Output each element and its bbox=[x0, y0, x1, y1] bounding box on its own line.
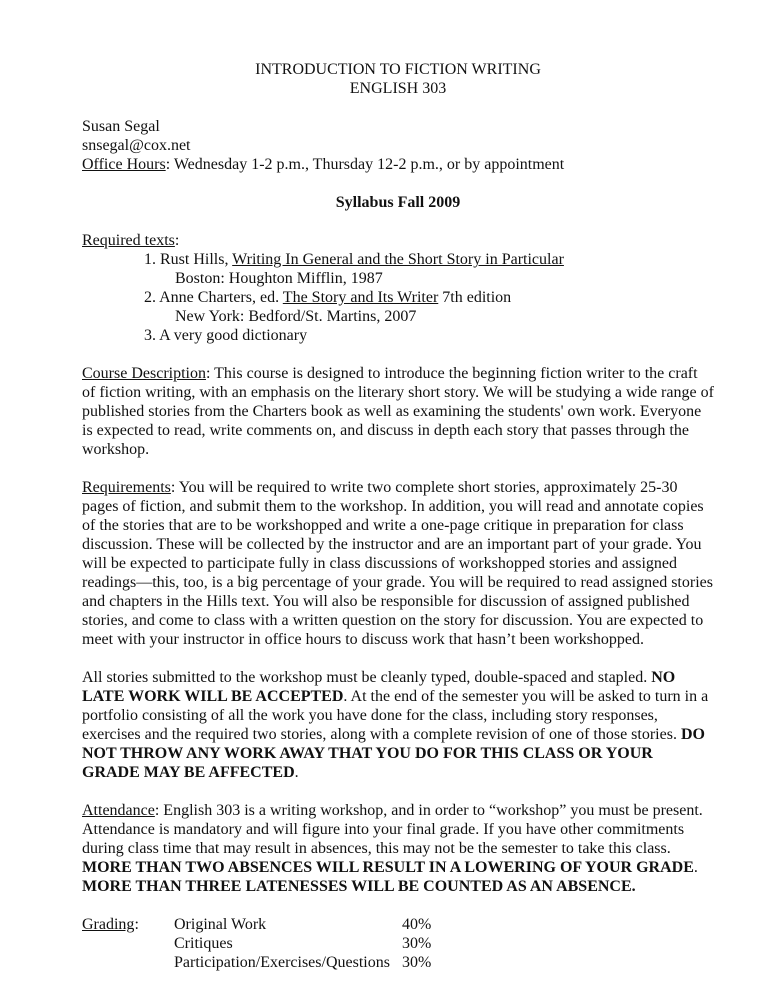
office-hours-label: Office Hours bbox=[82, 156, 166, 173]
grading-items bbox=[174, 915, 390, 972]
text-2-author: 2. Anne Charters, ed. bbox=[144, 289, 283, 306]
grading-values bbox=[402, 915, 431, 972]
text-2-publisher: New York: Bedford/St. Martins, 2007 bbox=[175, 308, 417, 325]
submission-text-1: All stories submitted to the workshop must be cleanly typed, double-spaced and stapled. bbox=[82, 669, 652, 686]
instructor-name: Susan Segal bbox=[82, 118, 160, 135]
required-texts-label: Required texts bbox=[82, 232, 175, 249]
attendance-label: Attendance bbox=[82, 802, 155, 819]
grading-value: 40% bbox=[402, 916, 432, 933]
course-description-text: : This course is designed to introduce the beginning fiction writer to the craft of fiction writing, with an emphasis on the literary short story. We will be studying a wide range of published stories from the Charters book as well as examining the students' own work. Everyone is expected to read, write comments on, and discuss in depth each story that passes through the workshop. bbox=[82, 365, 714, 458]
grading-item: Original Work bbox=[174, 916, 267, 933]
grading-label: Grading bbox=[82, 916, 135, 933]
late-work-warning: NO LATE WORK WILL BE ACCEPTED bbox=[82, 669, 676, 705]
course-description-label: Course Description bbox=[82, 365, 206, 382]
grading-heading bbox=[82, 915, 174, 972]
grading-item: Critiques bbox=[174, 935, 233, 952]
keep-work-warning: DO NOT THROW ANY WORK AWAY THAT YOU DO FOR THIS CLASS OR YOUR GRADE MAY BE AFFECTED bbox=[82, 726, 705, 781]
attendance-policy bbox=[82, 801, 714, 896]
requirements-text: : You will be required to write two complete short stories, approximately 25-30 pages of fiction, and submit them to the workshop. In addition, you will read and annotate copies of the stories that are to be workshopped and write a one-page critique in preparation for class discussion. These will be collected by the instructor and are an important part of your grade. You will be expected to participate fully in class discussions of workshopped stories and assigned readings—this, too, is a big percentage of your grade. You will be required to read assigned stories and chapters in the Hills text. You will also be responsible for discussion of assigned published stories, and come to class with a written question on the story for discussion. You are expected to meet with your instructor in office hours to discuss work that hasn’t been workshopped. bbox=[82, 479, 713, 648]
lateness-warning: MORE THAN THREE LATENESSES WILL BE COUNTED AS AN ABSENCE. bbox=[82, 878, 636, 895]
requirements bbox=[82, 478, 714, 649]
office-hours-text: : Wednesday 1-2 p.m., Thursday 12-2 p.m., or by appointment bbox=[165, 156, 565, 173]
course-title: INTRODUCTION TO FICTION WRITING bbox=[255, 61, 541, 78]
text-1-publisher: Boston: Houghton Mifflin, 1987 bbox=[175, 270, 383, 287]
submission-end: . bbox=[294, 764, 299, 781]
requirements-label: Requirements bbox=[82, 479, 171, 496]
text-3: 3. A very good dictionary bbox=[144, 327, 308, 344]
absence-warning: MORE THAN TWO ABSENCES WILL RESULT IN A LOWERING OF YOUR GRADE bbox=[82, 859, 694, 876]
text-2-title: The Story and Its Writer bbox=[282, 289, 439, 306]
grading-value: 30% bbox=[402, 935, 432, 952]
grading-item: Participation/Exercises/Questions bbox=[174, 954, 390, 971]
required-texts-heading bbox=[82, 231, 714, 250]
attendance-mid: . bbox=[693, 859, 698, 876]
text-1-author: 1. Rust Hills, bbox=[144, 251, 233, 268]
text-1-title: Writing In General and the Short Story in Particular bbox=[232, 251, 564, 268]
office-hours bbox=[82, 155, 714, 174]
grading-value: 30% bbox=[402, 954, 432, 971]
syllabus-page bbox=[82, 60, 714, 972]
text-2-edition: 7th edition bbox=[438, 289, 512, 306]
instructor-email: snsegal@cox.net bbox=[82, 137, 191, 154]
text-1 bbox=[82, 250, 714, 269]
attendance-text: : English 303 is a writing workshop, and in order to “workshop” you must be present. Attendance is mandatory and will figure into your final grade. If you have other commitments during class time that may result in absences, this may not be the semester to take this class. bbox=[82, 802, 703, 857]
text-2 bbox=[82, 288, 714, 307]
course-description bbox=[82, 364, 714, 459]
syllabus-title: Syllabus Fall 2009 bbox=[335, 194, 461, 211]
grading-colon: : bbox=[134, 916, 139, 933]
submission-text-2: . At the end of the semester you will be asked to turn in a portfolio consisting of all the work you have done for the class, including story responses, exercises and the required two stories, along with a complete revision of one of those stories. bbox=[82, 688, 709, 743]
required-texts-colon: : bbox=[174, 232, 180, 249]
submission-policy bbox=[82, 668, 714, 782]
course-number: ENGLISH 303 bbox=[349, 80, 447, 97]
grading-table bbox=[82, 915, 714, 972]
